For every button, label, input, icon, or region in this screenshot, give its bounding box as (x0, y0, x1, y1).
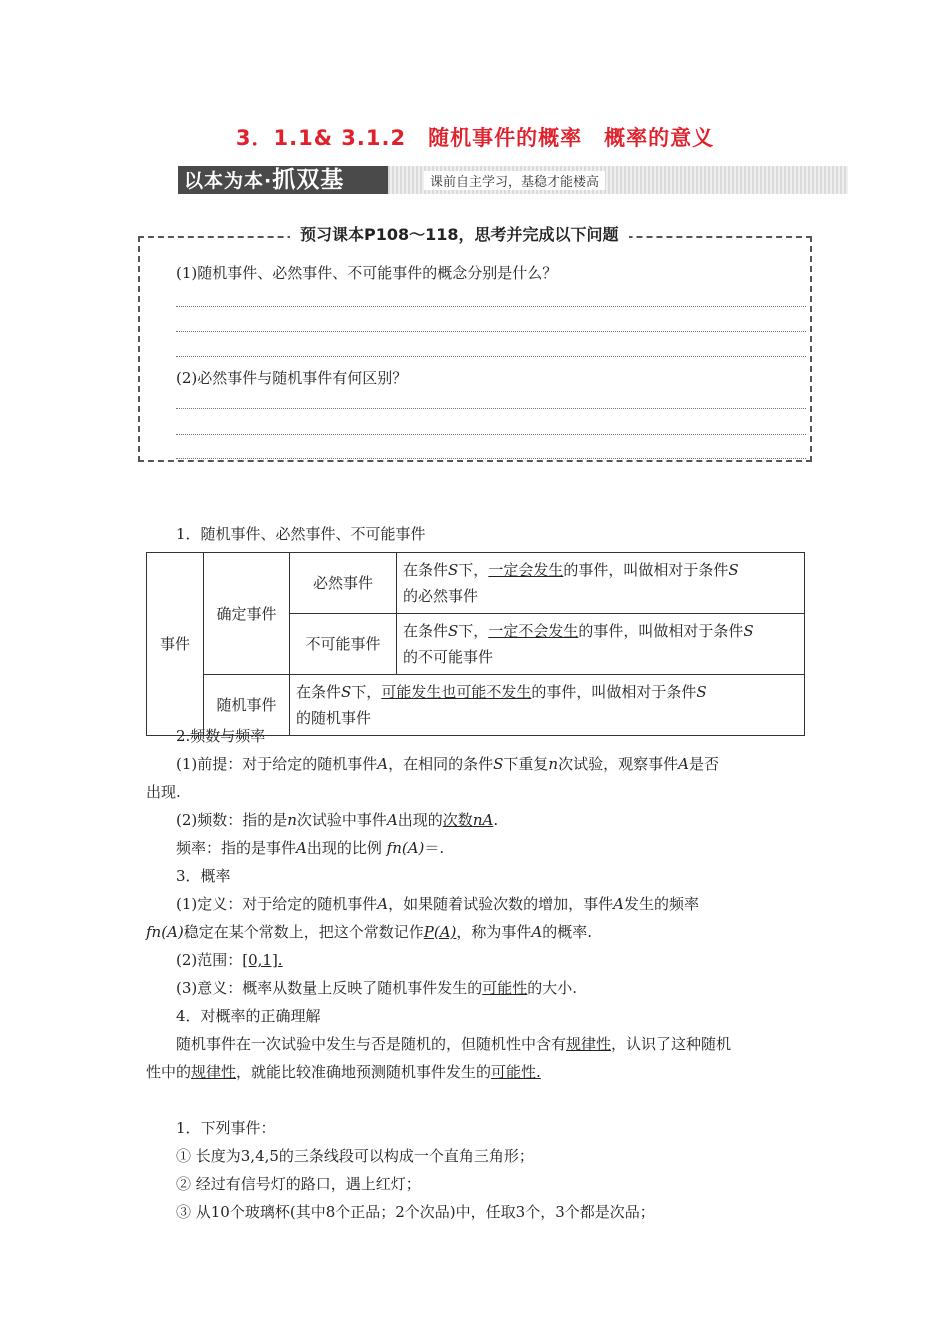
sec2-para-1-cont: 出现. (146, 783, 181, 801)
cell-determined: 确定事件 (204, 553, 290, 675)
section-4-heading: 4．对概率的正确理解 (176, 1007, 321, 1025)
var-A: A (531, 923, 543, 941)
var-n: n (287, 811, 297, 829)
answer-line (176, 356, 806, 357)
text: ，认识了这种随机 (611, 1035, 732, 1053)
banner-strip (388, 166, 848, 194)
underlined-answer: [0,1]. (242, 951, 283, 969)
text: ，就能比较准确地预测随机事件发生的 (236, 1063, 492, 1081)
var-A: A (377, 755, 389, 773)
sec3-para-1-cont (146, 918, 592, 946)
text: (1)前提：对于给定的随机事件 (176, 755, 378, 773)
exercise-item-1: ① 长度为3,4,5的三条线段可以构成一个直角三角形； (176, 1147, 534, 1165)
sec3-para-2 (176, 946, 283, 974)
answer-line (176, 408, 806, 409)
var-S: S (696, 683, 707, 701)
text: 下， (351, 683, 382, 701)
answer-line (176, 306, 806, 307)
var-A: A (377, 895, 389, 913)
text: 出现的 (397, 811, 443, 829)
text: 随机事件在一次试验中发生与否是随机的，但随机性中含有 (176, 1035, 567, 1053)
var-S: S (743, 622, 754, 640)
var-nA: nA (472, 811, 494, 829)
event-table (146, 552, 805, 736)
text: 在条件 (403, 561, 449, 579)
text: 次试验，观察事件 (558, 755, 679, 773)
underlined-answer: 一定不会发生 (488, 622, 579, 640)
var-S: S (493, 755, 504, 773)
cell-impossible-def (397, 614, 805, 675)
text: 的大小. (527, 979, 578, 997)
text: ，称为事件 (456, 923, 532, 941)
text: ＝. (424, 839, 445, 857)
underlined-answer: 规律性 (566, 1035, 612, 1053)
banner-label (178, 166, 388, 194)
sec2-para-2 (176, 806, 498, 834)
text: 下重复 (503, 755, 549, 773)
cell-certain: 必然事件 (290, 553, 397, 614)
text: 的必然事件 (403, 587, 479, 605)
cell-certain-def (397, 553, 805, 614)
exercise-heading: 1．下列事件： (176, 1119, 276, 1137)
var-fn: fn(A) (386, 839, 425, 857)
underlined-answer: P(A) (423, 923, 457, 941)
exercise-item-3: ③ 从10个玻璃杯(其中8个正品；2个次品)中，任取3个，3个都是次品； (176, 1203, 655, 1221)
underlined-answer: 规律性 (191, 1063, 237, 1081)
var-A: A (678, 755, 689, 773)
sec3-para-3 (176, 974, 577, 1002)
text: 出现的比例 (306, 839, 382, 857)
text: (2)范围： (176, 951, 243, 969)
text: 下， (458, 561, 489, 579)
sec2-para-1 (176, 750, 808, 778)
text: 的概率. (542, 923, 593, 941)
sec3-para-1 (176, 890, 808, 918)
cell-random: 随机事件 (204, 675, 290, 736)
text: 稳定在某个常数上，把这个常数记作 (183, 923, 424, 941)
preview-question-1: (1)随机事件、必然事件、不可能事件的概念分别是什么？ (176, 264, 558, 282)
answer-line (176, 458, 806, 459)
preview-heading: 预习课本P108～118，思考并完成以下问题 (290, 222, 629, 245)
banner-label-part1: 以本为本· (184, 170, 273, 192)
preview-question-2: (2)必然事件与随机事件有何区别？ (176, 369, 408, 387)
text: . (493, 811, 499, 829)
text: 的事件，叫做相对于条件 (531, 683, 697, 701)
text: 性中的 (146, 1063, 192, 1081)
var-S: S (341, 683, 352, 701)
text: 在条件 (296, 683, 342, 701)
answer-line (176, 331, 806, 332)
banner-subtitle: 课前自主学习，基稳才能楼高 (424, 171, 605, 190)
text: 的事件，叫做相对于条件 (563, 561, 729, 579)
cell-random-def (290, 675, 805, 736)
text: 频率：指的是事件 (176, 839, 297, 857)
text: ，在相同的条件 (388, 755, 494, 773)
text: (1)定义：对于给定的随机事件 (176, 895, 378, 913)
text: 次试验中事件 (296, 811, 387, 829)
text: 发生的频率 (623, 895, 699, 913)
sec4-para-1 (176, 1030, 731, 1058)
var-A: A (613, 895, 624, 913)
cell-event: 事件 (147, 553, 204, 736)
text: 的事件，叫做相对于条件 (578, 622, 744, 640)
sec4-para-1-cont (146, 1058, 541, 1086)
text: (2)频数：指的是 (176, 811, 288, 829)
var-fn: fn(A) (146, 923, 184, 941)
text: 在条件 (403, 622, 449, 640)
underlined-answer: 一定会发生 (488, 561, 564, 579)
page-title: 3．1.1& 3.1.2 随机事件的概率 概率的意义 (235, 126, 715, 150)
var-S: S (448, 622, 459, 640)
var-S: S (728, 561, 739, 579)
text: 是否 (688, 755, 719, 773)
cell-impossible: 不可能事件 (290, 614, 397, 675)
section-banner (178, 166, 848, 194)
section-3-heading: 3．概率 (176, 867, 231, 885)
text: (3)意义：概率从数量上反映了随机事件发生的 (176, 979, 483, 997)
sec2-para-3 (176, 834, 444, 862)
banner-label-part2: 抓双基 (272, 167, 345, 193)
answer-line (176, 434, 806, 435)
text: ，如果随着试验次数的增加，事件 (388, 895, 614, 913)
section-1-heading: 1．随机事件、必然事件、不可能事件 (176, 525, 426, 543)
var-n: n (548, 755, 559, 773)
underlined-answer: 可能发生也可能不发生 (381, 683, 532, 701)
exercise-item-2: ② 经过有信号灯的路口，遇上红灯； (176, 1175, 421, 1193)
underlined-answer: 次数 (442, 811, 473, 829)
var-A: A (386, 811, 398, 829)
underlined-answer: 可能性. (491, 1063, 541, 1081)
var-A: A (296, 839, 307, 857)
text: 下， (458, 622, 489, 640)
var-S: S (448, 561, 459, 579)
underlined-answer: 可能性 (482, 979, 528, 997)
text: 的不可能事件 (403, 648, 494, 666)
text: 的随机事件 (296, 709, 372, 727)
section-2-heading: 2.频数与频率 (176, 727, 266, 745)
